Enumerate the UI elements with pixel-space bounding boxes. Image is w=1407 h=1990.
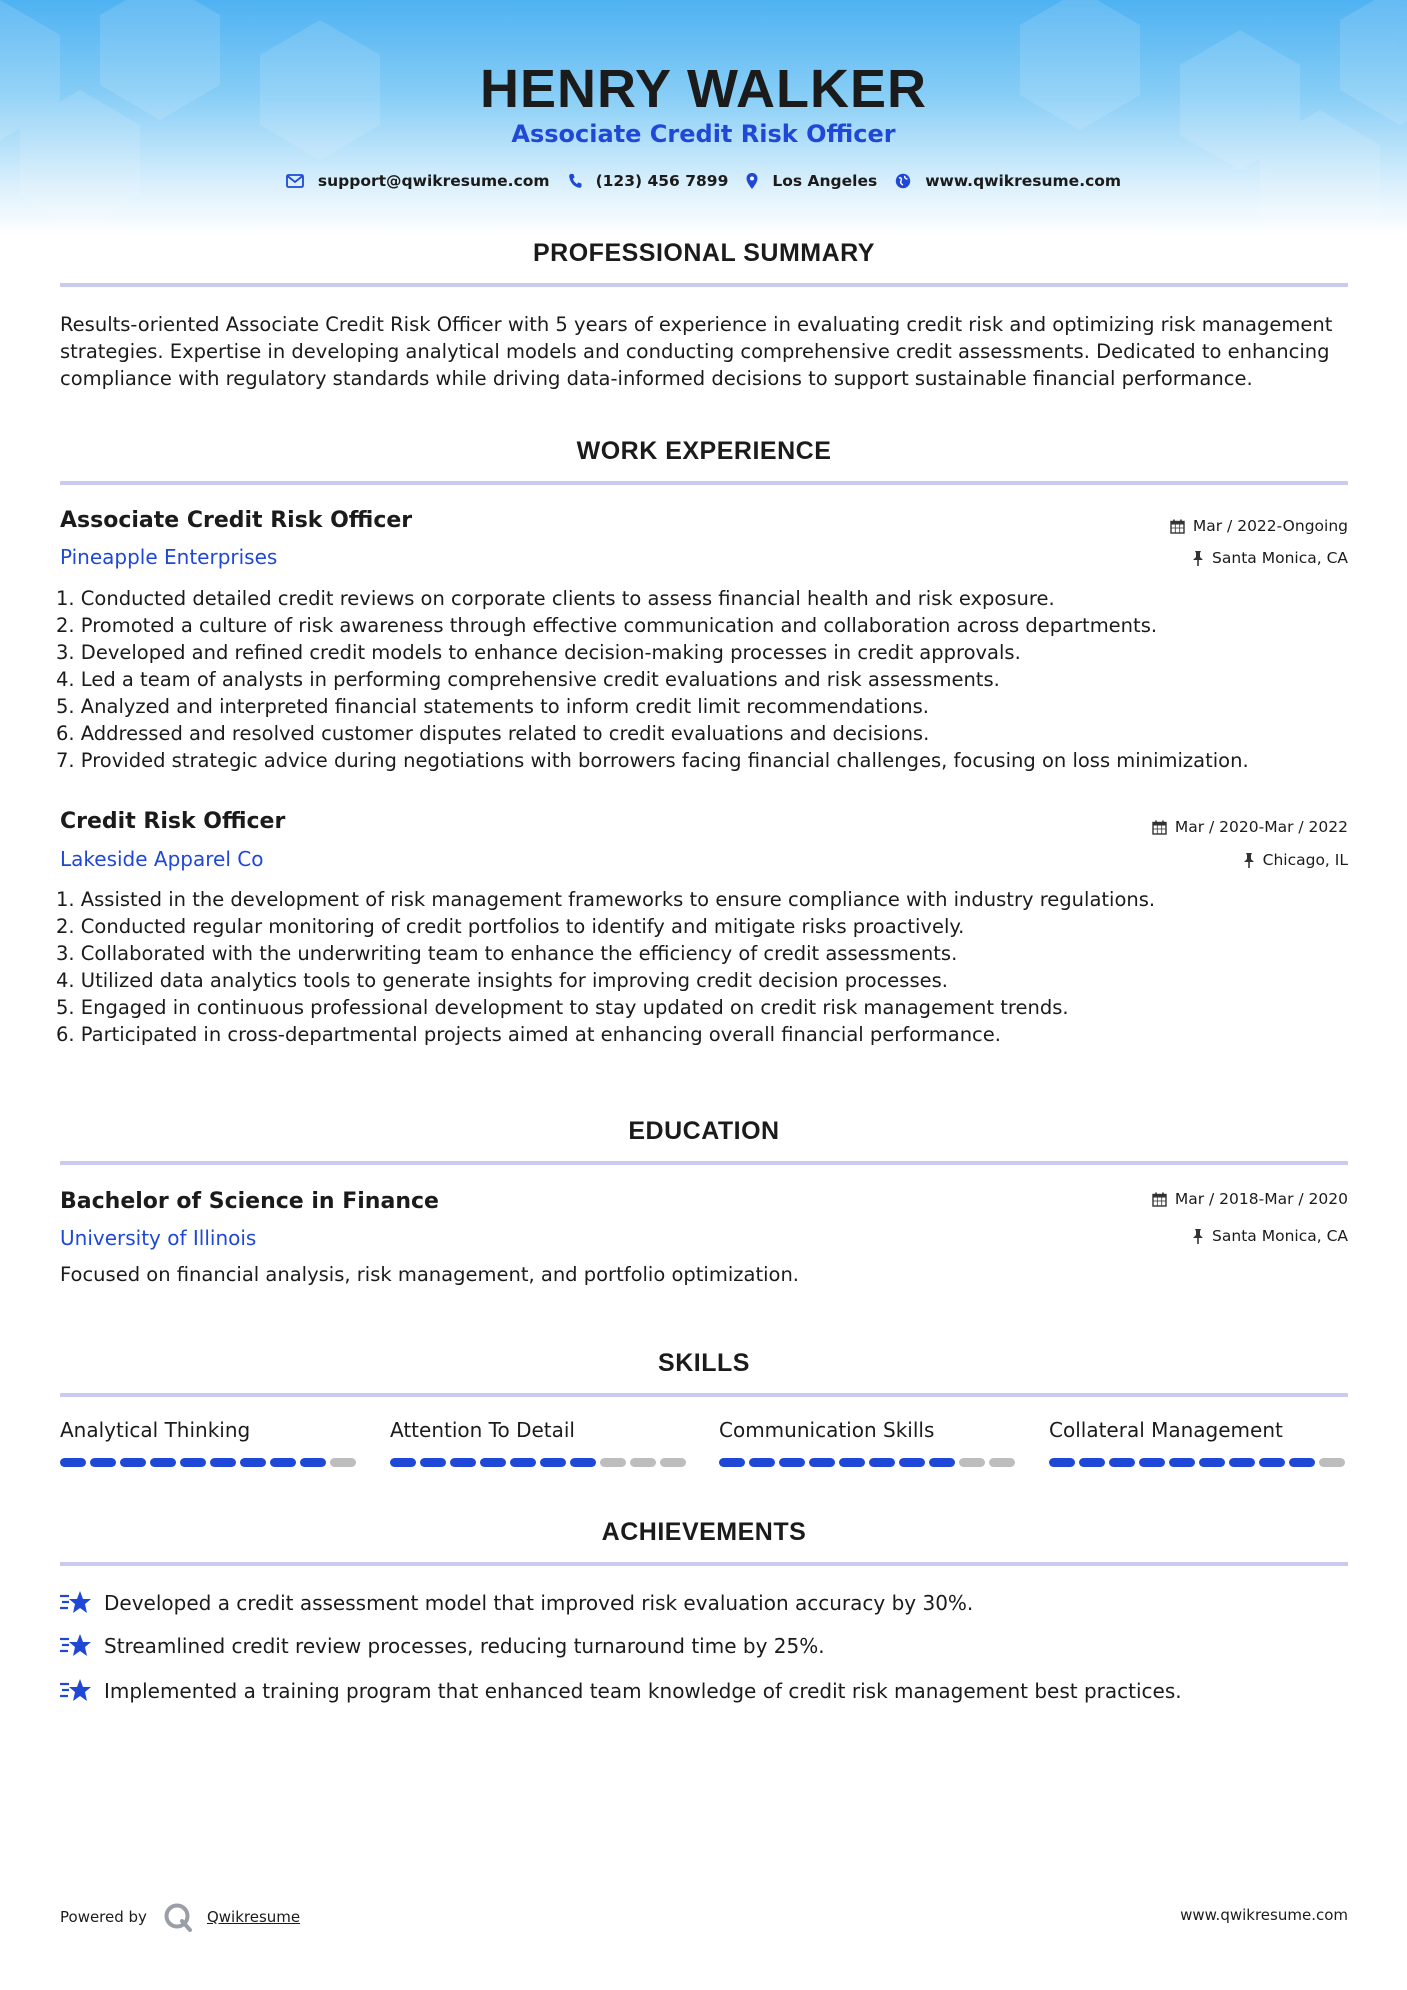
skill-dot-filled xyxy=(120,1458,146,1467)
skill-item xyxy=(390,1418,690,1467)
contact-location xyxy=(746,172,877,190)
skill-dot-filled xyxy=(390,1458,416,1467)
skill-rating xyxy=(60,1458,360,1467)
skill-dot-empty xyxy=(959,1458,985,1467)
list-item: 6. Addressed and resolved customer disputes related to credit evaluations and decisions. xyxy=(56,722,930,745)
skill-dot-filled xyxy=(1049,1458,1075,1467)
summary-line: Results-oriented Associate Credit Risk Officer with 5 years of experience in evaluating credit risk and optimizing risk management xyxy=(60,313,1333,336)
contact-location-text: Los Angeles xyxy=(772,172,878,190)
list-item: 2. Promoted a culture of risk awareness through effective communication and collaboration across departments. xyxy=(56,614,1158,637)
summary-divider xyxy=(60,283,1348,287)
skill-dot-filled xyxy=(270,1458,296,1467)
skill-dot-filled xyxy=(1199,1458,1225,1467)
job-location-text: Chicago, IL xyxy=(1262,851,1348,869)
skill-rating xyxy=(1049,1458,1349,1467)
job-location xyxy=(1243,851,1348,869)
job-dates xyxy=(1170,517,1348,535)
contact-email[interactable] xyxy=(286,172,550,190)
contact-website-text: www.qwikresume.com xyxy=(925,172,1122,190)
skill-dot-filled xyxy=(719,1458,745,1467)
achievements-divider xyxy=(60,1562,1348,1566)
job-dates xyxy=(1152,818,1348,836)
footer-powered-by xyxy=(60,1902,300,1932)
skill-item xyxy=(719,1418,1019,1467)
calendar-icon xyxy=(1152,820,1167,835)
skill-dot-filled xyxy=(839,1458,865,1467)
skill-rating xyxy=(390,1458,690,1467)
job-location-text: Santa Monica, CA xyxy=(1212,549,1348,567)
education-dates-text: Mar / 2018-Mar / 2020 xyxy=(1174,1190,1348,1208)
job-location xyxy=(1192,549,1348,567)
skill-dot-filled xyxy=(779,1458,805,1467)
list-item: 1. Conducted detailed credit reviews on corporate clients to assess financial health and risk exposure. xyxy=(56,587,1055,610)
envelope-icon xyxy=(286,174,304,188)
skill-dot-filled xyxy=(480,1458,506,1467)
contact-phone-text: (123) 456 7899 xyxy=(595,172,729,190)
skill-name: Collateral Management xyxy=(1049,1418,1283,1442)
education-heading: EDUCATION xyxy=(628,1117,780,1145)
experience-divider xyxy=(60,481,1348,485)
skill-dot-filled xyxy=(540,1458,566,1467)
list-item: 4. Led a team of analysts in performing comprehensive credit evaluations and risk assessments. xyxy=(56,668,1000,691)
company-name: Lakeside Apparel Co xyxy=(60,847,264,871)
list-item: 4. Utilized data analytics tools to generate insights for improving credit decision processes. xyxy=(56,969,948,992)
job-title: Associate Credit Risk Officer xyxy=(60,508,413,533)
job-responsibilities xyxy=(56,585,1346,774)
skill-dot-filled xyxy=(300,1458,326,1467)
achievement-item xyxy=(60,1632,825,1660)
skill-dot-filled xyxy=(570,1458,596,1467)
skill-name: Analytical Thinking xyxy=(60,1418,251,1442)
skill-item xyxy=(1049,1418,1349,1467)
brand-link[interactable]: Qwikresume xyxy=(206,1908,301,1926)
skill-dot-filled xyxy=(749,1458,775,1467)
job-title: Credit Risk Officer xyxy=(60,809,286,834)
skill-dot-filled xyxy=(150,1458,176,1467)
calendar-icon xyxy=(1170,519,1185,534)
shooting-star-icon xyxy=(60,1589,92,1617)
skill-dot-empty xyxy=(630,1458,656,1467)
skill-dot-filled xyxy=(929,1458,955,1467)
list-item: 2. Conducted regular monitoring of credit portfolios to identify and mitigate risks proactively. xyxy=(56,915,965,938)
list-item: 3. Collaborated with the underwriting team to enhance the efficiency of credit assessments. xyxy=(56,942,958,965)
job-dates-text: Mar / 2022-Ongoing xyxy=(1192,517,1348,535)
skills-divider xyxy=(60,1393,1348,1397)
list-item: 6. Participated in cross-departmental projects aimed at enhancing overall financial performance. xyxy=(56,1023,1001,1046)
school-name: University of Illinois xyxy=(60,1226,257,1250)
contact-email-text: support@qwikresume.com xyxy=(317,172,550,190)
skills-heading: SKILLS xyxy=(658,1349,750,1377)
contact-phone[interactable] xyxy=(568,172,729,190)
skill-dot-filled xyxy=(899,1458,925,1467)
footer-website[interactable]: www.qwikresume.com xyxy=(1180,1906,1348,1924)
skill-dot-filled xyxy=(240,1458,266,1467)
skill-dot-filled xyxy=(1079,1458,1105,1467)
phone-icon xyxy=(568,173,582,189)
pushpin-icon xyxy=(1192,1229,1204,1244)
skill-dot-filled xyxy=(1139,1458,1165,1467)
summary-heading: PROFESSIONAL SUMMARY xyxy=(533,239,875,267)
degree-title: Bachelor of Science in Finance xyxy=(60,1189,439,1214)
achievements-heading: ACHIEVEMENTS xyxy=(601,1518,807,1546)
skill-dot-filled xyxy=(180,1458,206,1467)
skill-dot-filled xyxy=(60,1458,86,1467)
education-dates xyxy=(1152,1190,1348,1208)
education-divider xyxy=(60,1161,1348,1165)
skill-dot-filled xyxy=(1109,1458,1135,1467)
skill-dot-filled xyxy=(450,1458,476,1467)
skill-dot-filled xyxy=(90,1458,116,1467)
candidate-title: Associate Credit Risk Officer xyxy=(511,120,896,148)
achievement-item xyxy=(60,1677,1182,1705)
contact-website[interactable] xyxy=(895,172,1121,190)
list-item: 1. Assisted in the development of risk management frameworks to ensure compliance with industry regulations. xyxy=(56,888,1156,911)
shooting-star-icon xyxy=(60,1632,92,1660)
skill-dot-filled xyxy=(210,1458,236,1467)
skill-dot-empty xyxy=(660,1458,686,1467)
skill-rating xyxy=(719,1458,1019,1467)
skill-dot-empty xyxy=(600,1458,626,1467)
summary-text xyxy=(60,311,1348,392)
skill-dot-empty xyxy=(1319,1458,1345,1467)
company-name: Pineapple Enterprises xyxy=(60,545,278,569)
skill-dot-filled xyxy=(420,1458,446,1467)
skill-dot-filled xyxy=(1289,1458,1315,1467)
education-location xyxy=(1192,1227,1348,1245)
list-item: 3. Developed and refined credit models to enhance decision-making processes in credit approvals. xyxy=(56,641,1021,664)
achievement-item xyxy=(60,1589,973,1617)
list-item: 5. Analyzed and interpreted financial statements to inform credit limit recommendations. xyxy=(56,695,930,718)
skill-dot-filled xyxy=(510,1458,536,1467)
summary-line: compliance with regulatory standards while driving data-informed decisions to support sustainable financial performance. xyxy=(60,367,1253,390)
skill-dot-empty xyxy=(330,1458,356,1467)
powered-by-label: Powered by xyxy=(60,1908,147,1926)
education-description: Focused on financial analysis, risk management, and portfolio optimization. xyxy=(60,1263,800,1286)
job-dates-text: Mar / 2020-Mar / 2022 xyxy=(1174,818,1348,836)
education-location-text: Santa Monica, CA xyxy=(1212,1227,1348,1245)
skill-dot-empty xyxy=(989,1458,1015,1467)
experience-heading: WORK EXPERIENCE xyxy=(576,437,832,465)
qwikresume-logo-icon xyxy=(163,1902,193,1932)
list-item: 7. Provided strategic advice during negotiations with borrowers facing financial challenges, focusing on loss minimization. xyxy=(56,749,1249,772)
skill-dot-filled xyxy=(1169,1458,1195,1467)
summary-line: strategies. Expertise in developing analytical models and conducting comprehensive credit assessments. Dedicated to enhancing xyxy=(60,340,1330,363)
skill-dot-filled xyxy=(869,1458,895,1467)
job-responsibilities xyxy=(56,886,1346,1048)
globe-icon xyxy=(895,173,911,189)
skill-name: Communication Skills xyxy=(719,1418,935,1442)
list-item: 5. Engaged in continuous professional development to stay updated on credit risk management trends. xyxy=(56,996,1069,1019)
skill-dot-filled xyxy=(1259,1458,1285,1467)
skill-dot-filled xyxy=(1229,1458,1255,1467)
candidate-name: HENRY WALKER xyxy=(479,59,928,119)
pushpin-icon xyxy=(1192,551,1204,566)
map-pin-icon xyxy=(746,173,758,189)
achievement-text: Developed a credit assessment model that improved risk evaluation accuracy by 30%. xyxy=(104,1591,974,1615)
skill-item xyxy=(60,1418,360,1467)
shooting-star-icon xyxy=(60,1677,92,1705)
skill-dot-filled xyxy=(809,1458,835,1467)
achievement-text: Streamlined credit review processes, reducing turnaround time by 25%. xyxy=(104,1634,825,1658)
pushpin-icon xyxy=(1243,853,1255,868)
calendar-icon xyxy=(1152,1192,1167,1207)
achievement-text: Implemented a training program that enhanced team knowledge of credit risk management best practices. xyxy=(104,1679,1182,1703)
skill-name: Attention To Detail xyxy=(390,1418,575,1442)
contact-bar xyxy=(0,172,1407,190)
